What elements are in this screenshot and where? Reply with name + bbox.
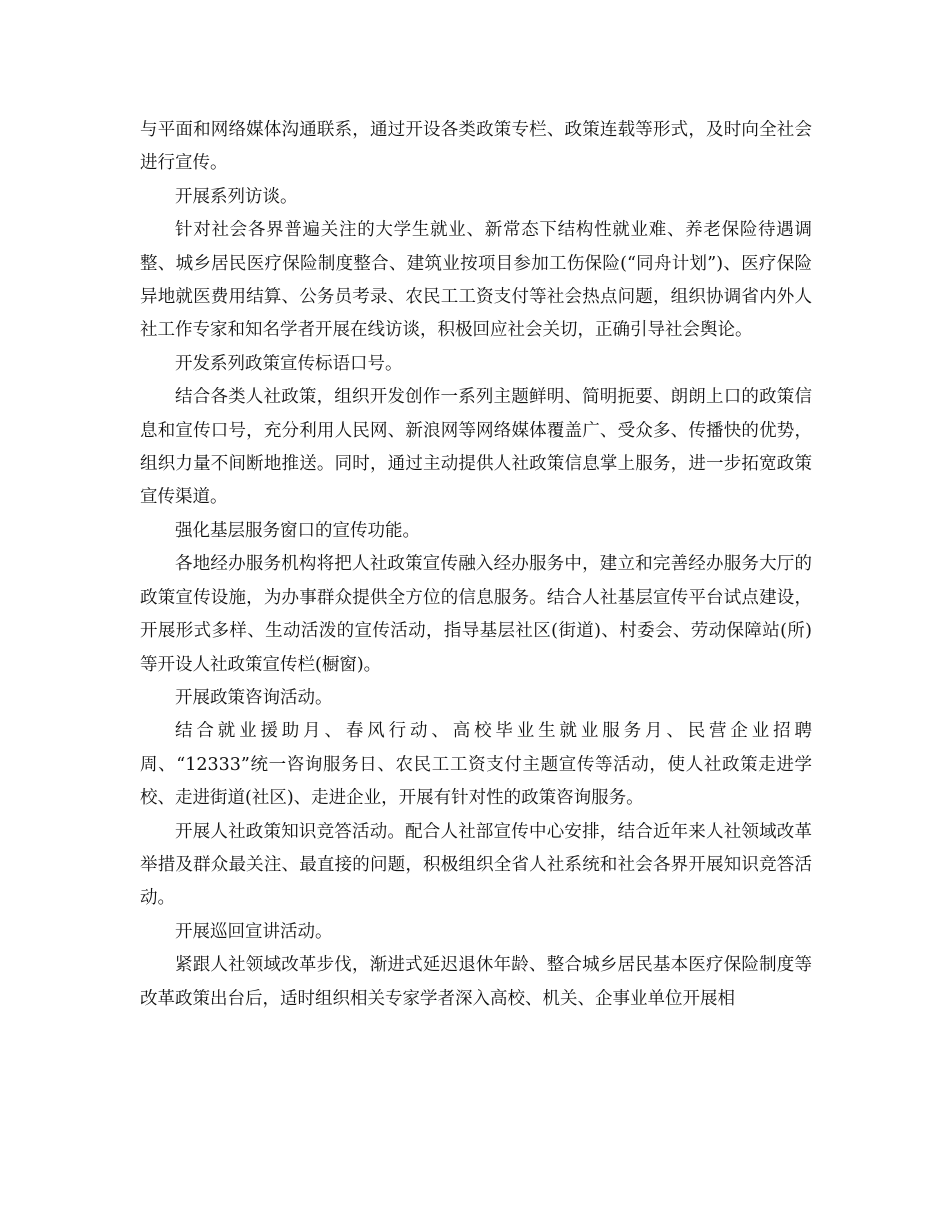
section-heading-service-window: 强化基层服务窗口的宣传功能。 xyxy=(175,520,420,541)
paragraph-slogans: 结合各类人社政策，组织开发创作一系列主题鲜明、简明扼要、朗朗上口的政策信息和宣传口号，充分利用人民网、新浪网等网络媒体覆盖广、受众多、传播快的优势，组织力量不间断地推送。同时，通过主动提供人社政策信息掌上服务，进一步拓宽政策宣传渠道。 xyxy=(140,387,812,508)
document-page xyxy=(140,114,812,1016)
section-heading-slogans: 开发系列政策宣传标语口号。 xyxy=(175,353,403,374)
paragraph-lectures: 紧跟人社领域改革步伐，渐进式延迟退休年龄、整合城乡居民基本医疗保险制度等改革政策出台后，适时组织相关专家学者深入高校、机关、企事业单位开展相 xyxy=(140,955,812,1009)
paragraph-interviews: 针对社会各界普遍关注的大学生就业、新常态下结构性就业难、养老保险待遇调整、城乡居民医疗保险制度整合、建筑业按项目参加工伤保险(“同舟计划”)、医疗保险异地就医费用结算、公务员考录、农民工工资支付等社会热点问题，组织协调省内外人社工作专家和知名学者开展在线访谈，积极回应社会关切，正确引导社会舆论。 xyxy=(140,220,812,341)
section-heading-lectures: 开展巡回宣讲活动。 xyxy=(175,921,333,942)
paragraph-service-window: 各地经办服务机构将把人社政策宣传融入经办服务中，建立和完善经办服务大厅的政策宣传设施，为办事群众提供全方位的信息服务。结合人社基层宣传平台试点建设，开展形式多样、生动活泼的宣传活动，指导基层社区(街道)、村委会、劳动保障站(所)等开设人社政策宣传栏(橱窗)。 xyxy=(140,554,812,675)
section-heading-consultation: 开展政策咨询活动。 xyxy=(175,687,333,708)
paragraph-consultation: 结合就业援助月、春风行动、高校毕业生就业服务月、民营企业招聘周、“12333”统一咨询服务日、农民工工资支付主题宣传等活动，使人社政策走进学校、走进街道(社区)、走进企业，开展有针对性的政策咨询服务。 xyxy=(140,721,812,809)
section-heading-interviews: 开展系列访谈。 xyxy=(175,186,298,207)
paragraph-quiz: 开展人社政策知识竞答活动。配合人社部宣传中心安排，结合近年来人社领域改革举措及群众最关注、最直接的问题，积极组织全省人社系统和社会各界开展知识竞答活动。 xyxy=(140,821,812,909)
paragraph-continuation: 与平面和网络媒体沟通联系，通过开设各类政策专栏、政策连载等形式，及时向全社会进行宣传。 xyxy=(140,120,812,174)
